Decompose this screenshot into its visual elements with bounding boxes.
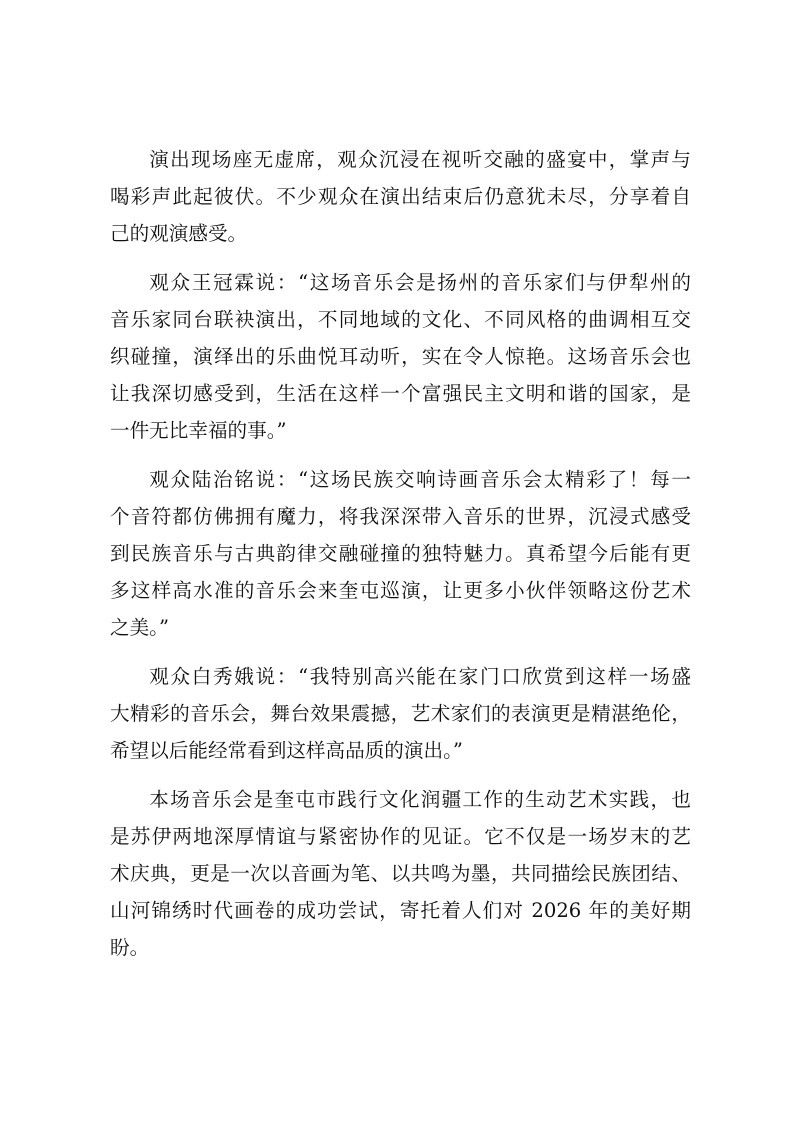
- paragraph-quote-wang: [110, 264, 691, 449]
- text-line: 盼。: [110, 936, 150, 959]
- text-line: 本场音乐会是奎屯市践行文化润疆工作的生动艺术实践，也: [149, 788, 691, 811]
- text-line: 多这样高水准的音乐会来奎屯巡演，让更多小伙伴领略这份艺术: [110, 579, 691, 602]
- article-body: [110, 141, 691, 978]
- text-line: 希望以后能经常看到这样高品质的演出。”: [110, 739, 463, 762]
- text-line: 个音符都仿佛拥有魔力，将我深深带入音乐的世界，沉浸式感受: [110, 505, 691, 528]
- text-line: 音乐家同台联袂演出，不同地域的文化、不同风格的曲调相互交: [110, 308, 691, 331]
- paragraph-audience-atmosphere: [110, 141, 691, 252]
- paragraph-quote-bai: [110, 658, 691, 769]
- text-line: 观众陆治铭说：“这场民族交响诗画音乐会太精彩了！每一: [149, 468, 691, 491]
- text-line: 让我深切感受到，生活在这样一个富强民主文明和谐的国家，是: [110, 382, 691, 405]
- text-line: 大精彩的音乐会，舞台效果震撼，艺术家们的表演更是精湛绝伦，: [110, 702, 691, 725]
- text-line: 织碰撞，演绎出的乐曲悦耳动听，实在令人惊艳。这场音乐会也: [110, 345, 691, 368]
- text-line: 之美。”: [110, 616, 169, 639]
- text-line: 观众白秀娥说：“我特别高兴能在家门口欣赏到这样一场盛: [149, 665, 691, 688]
- text-line: 到民族音乐与古典韵律交融碰撞的独特魅力。真希望今后能有更: [110, 542, 691, 565]
- text-line: 演出现场座无虚席，观众沉浸在视听交融的盛宴中，掌声与: [149, 148, 691, 171]
- text-line: 喝彩声此起彼伏。不少观众在演出结束后仍意犹未尽，分享着自: [110, 185, 691, 208]
- text-line: 一件无比幸福的事。”: [110, 419, 287, 442]
- text-line: 术庆典，更是一次以音画为笔、以共鸣为墨，共同描绘民族团结、: [110, 862, 691, 885]
- text-line: 山河锦绣时代画卷的成功尝试，寄托着人们对 2026 年的美好期: [110, 899, 691, 922]
- text-line: 是苏伊两地深厚情谊与紧密协作的见证。它不仅是一场岁末的艺: [110, 825, 691, 848]
- paragraph-quote-lu: [110, 461, 691, 646]
- paragraph-conclusion: [110, 781, 691, 966]
- text-line: 己的观演感受。: [110, 222, 248, 245]
- text-line: 观众王冠霖说：“这场音乐会是扬州的音乐家们与伊犁州的: [149, 271, 691, 294]
